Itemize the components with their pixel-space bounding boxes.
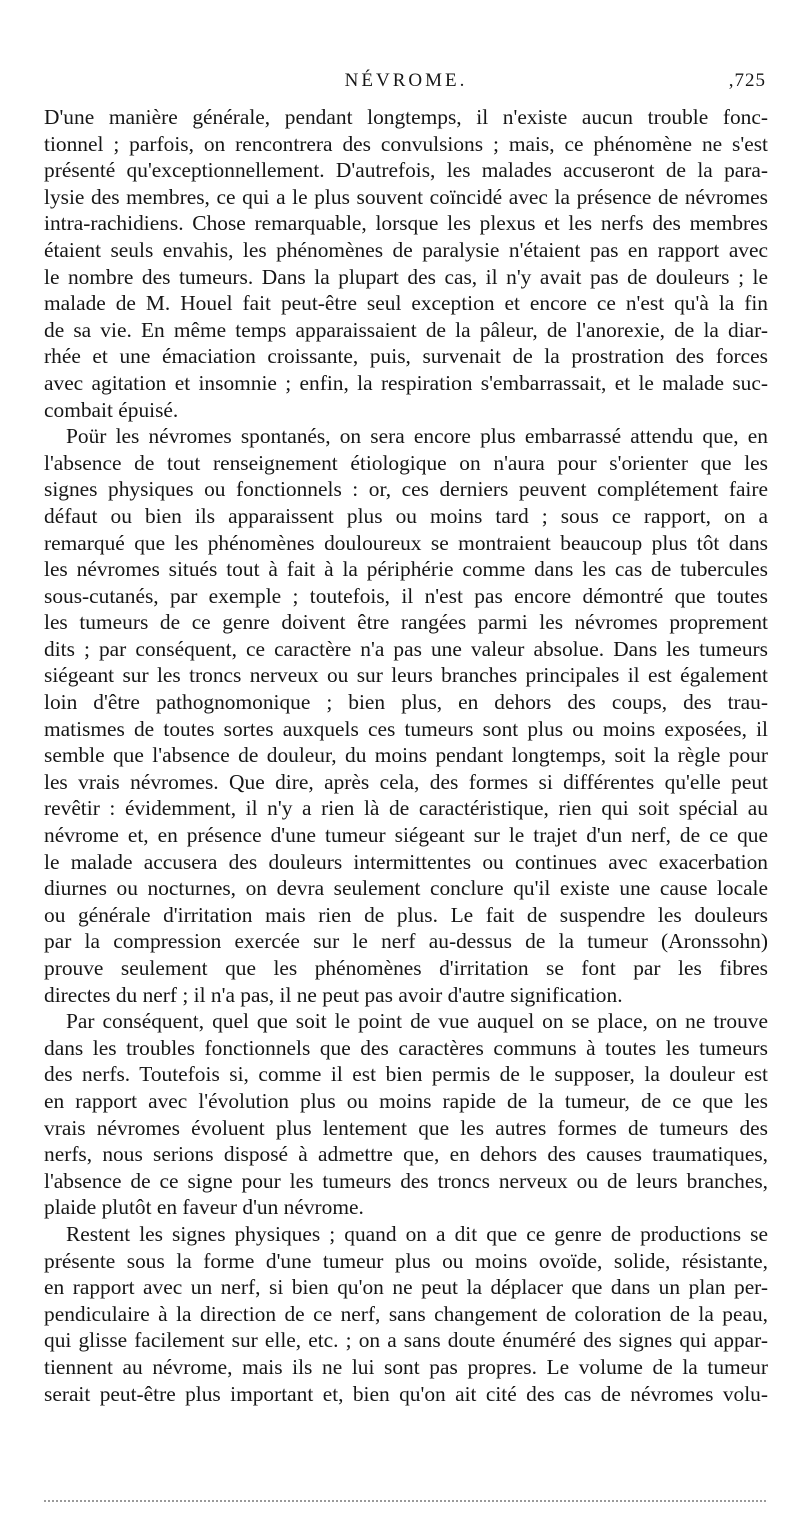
- running-head: [44, 70, 768, 100]
- paragraph-1: [44, 104, 768, 423]
- text-line: signes physiques ou fonctionnels : or, ces derniers peuvent complétement faire: [44, 477, 768, 502]
- text-line: tiennent au névrome, mais ils ne lui sont pas propres. Le volume de la tumeur: [44, 1354, 768, 1379]
- text-line: siégeant sur les troncs nerveux ou sur leurs branches principales il est également: [44, 663, 768, 688]
- text-line: lysie des membres, ce qui a le plus souvent coïncidé avec la présence de névromes: [44, 184, 768, 209]
- text-line: les tumeurs de ce genre doivent être rangées parmi les névromes proprement: [44, 610, 768, 635]
- text-line: loin d'être pathognomonique ; bien plus, en dehors des coups, des trau-: [44, 690, 768, 715]
- text-line: nerfs, nous serions disposé à admettre que, en dehors des causes traumatiques,: [44, 1142, 768, 1167]
- text-line: avec agitation et insomnie ; enfin, la respiration s'embarrassait, et le malade suc-: [44, 370, 768, 395]
- text-line: intra-rachidiens. Chose remarquable, lorsque les plexus et les nerfs des membres: [44, 211, 768, 236]
- text-line: dits ; par conséquent, ce caractère n'a pas une valeur absolue. Dans les tumeurs: [44, 636, 768, 661]
- text-line: les vrais névromes. Que dire, après cela, des formes si différentes qu'elle peut: [44, 769, 768, 794]
- text-line: directes du nerf ; il n'a pas, il ne peut pas avoir d'autre signification.: [44, 982, 623, 1007]
- text-line: en rapport avec un nerf, si bien qu'on ne peut la déplacer que dans un plan per-: [44, 1275, 768, 1300]
- bottom-dotted-rule: [44, 1500, 766, 1502]
- text-line: en rapport avec l'évolution plus ou moins rapide de la tumeur, de ce que les: [44, 1088, 768, 1113]
- text-line: diurnes ou nocturnes, on devra seulement conclure qu'il existe une cause locale: [44, 876, 768, 901]
- text-line: matismes de toutes sortes auxquels ces tumeurs sont plus ou moins exposées, il: [44, 716, 768, 741]
- text-line: par la compression exercée sur le nerf au-dessus de la tumeur (Aronssohn): [44, 929, 768, 954]
- text-line: tionnel ; parfois, on rencontrera des convulsions ; mais, ce phénomène ne s'est: [44, 131, 768, 156]
- text-line: Restent les signes physiques ; quand on a dit que ce genre de productions se: [66, 1221, 768, 1246]
- text-line: le malade accusera des douleurs intermittentes ou continues avec exacerbation: [44, 849, 768, 874]
- text-line: étaient seuls envahis, les phénomènes de paralysie n'étaient pas en rapport avec: [44, 237, 768, 262]
- text-line: rhée et une émaciation croissante, puis, survenait de la prostration des forces: [44, 344, 768, 369]
- paragraph-3: [44, 1008, 768, 1221]
- text-line: revêtir : évidemment, il n'y a rien là de caractéristique, rien qui soit spécial au: [44, 796, 768, 821]
- text-line: combait épuisé.: [44, 397, 179, 422]
- text-line: serait peut-être plus important et, bien qu'on ait cité des cas de névromes volu-: [44, 1381, 768, 1406]
- text-line: le nombre des tumeurs. Dans la plupart des cas, il n'y avait pas de douleurs ; le: [44, 264, 768, 289]
- text-line: prouve seulement que les phénomènes d'irritation se font par les fibres: [44, 956, 768, 980]
- text-line: plaide plutôt en faveur d'un névrome.: [44, 1195, 364, 1220]
- paragraph-4: [44, 1221, 768, 1407]
- text-line: sous-cutanés, par exemple ; toutefois, il n'est pas encore démontré que toutes: [44, 583, 768, 608]
- text-line: ou générale d'irritation mais rien de plus. Le fait de suspendre les douleurs: [44, 902, 768, 927]
- body-text: [44, 104, 768, 1407]
- text-line: l'absence de tout renseignement étiologique on n'aura pour s'orienter que les: [44, 450, 768, 475]
- text-line: Par conséquent, quel que soit le point de vue auquel on se place, on ne trouve: [66, 1009, 768, 1034]
- text-line: pendiculaire à la direction de ce nerf, sans changement de coloration de la peau,: [44, 1301, 768, 1326]
- text-line: dans les troubles fonctionnels que des caractères communs à toutes les tumeurs: [44, 1035, 768, 1060]
- text-line: l'absence de ce signe pour les tumeurs des troncs nerveux ou de leurs branches,: [44, 1168, 768, 1193]
- text-line: des nerfs. Toutefois si, comme il est bien permis de le supposer, la douleur est: [44, 1062, 768, 1087]
- text-line: vrais névromes évoluent plus lentement que les autres formes de tumeurs des: [44, 1115, 768, 1140]
- text-line: défaut ou bien ils apparaissent plus ou moins tard ; sous ce rapport, on a: [44, 503, 768, 528]
- paragraph-2: [44, 423, 768, 1008]
- text-line: remarqué que les phénomènes douloureux se montraient beaucoup plus tôt dans: [44, 530, 768, 555]
- text-line: qui glisse facilement sur elle, etc. ; on a sans doute énuméré des signes qui appar-: [44, 1328, 768, 1353]
- text-line: les névromes situés tout à fait à la périphérie comme dans les cas de tubercules: [44, 557, 768, 582]
- page-number: ,725: [728, 70, 766, 91]
- text-line: malade de M. Houel fait peut-être seul exception et encore ce n'est qu'à la fin: [44, 291, 768, 316]
- text-line: D'une manière générale, pendant longtemps, il n'existe aucun trouble fonc-: [44, 105, 768, 129]
- text-line: Poür les névromes spontanés, on sera encore plus embarrassé attendu que, en: [66, 424, 768, 449]
- text-line: de sa vie. En même temps apparaissaient de la pâleur, de l'anorexie, de la diar-: [44, 317, 768, 342]
- text-line: semble que l'absence de douleur, du moins pendant longtemps, soit la règle pour: [44, 743, 768, 768]
- text-line: présenté qu'exceptionnellement. D'autrefois, les malades accuseront de la para-: [44, 158, 768, 183]
- text-line: névrome et, en présence d'une tumeur siégeant sur le trajet d'un nerf, de ce que: [44, 823, 768, 848]
- page-title: NÉVROME.: [344, 70, 468, 91]
- text-line: présente sous la forme d'une tumeur plus ou moins ovoïde, solide, résistante,: [44, 1248, 768, 1273]
